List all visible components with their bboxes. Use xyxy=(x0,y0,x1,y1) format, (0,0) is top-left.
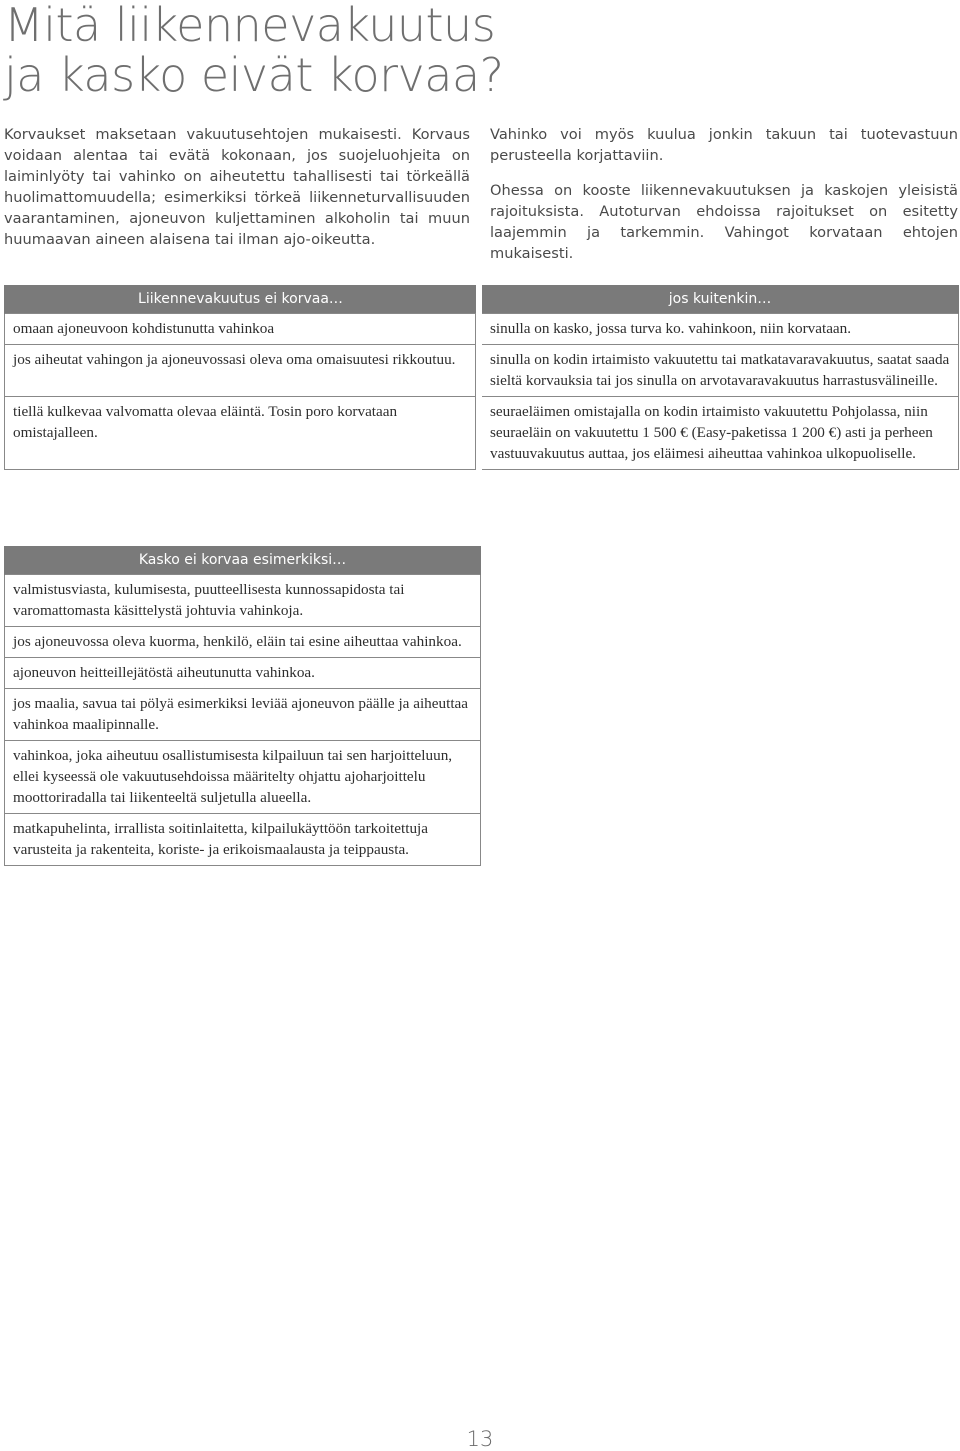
liikenne-row-1-left: omaan ajoneuvoon kohdistunutta vahinkoa xyxy=(5,314,480,345)
intro-right-column xyxy=(490,124,958,278)
intro-paragraph-warranty: Vahinko voi myös kuulua jonkin takuun tai tuotevastuun perusteella korjattaviin. xyxy=(490,126,958,164)
kasko-row: jos maalia, savua tai pölyä esimerkiksi leviää ajoneuvon päälle ja aiheuttaa vahinkoa maalipinnalle. xyxy=(5,689,481,741)
liikenne-row-3-left: tiellä kulkevaa valvomatta olevaa eläintä. Tosin poro korvataan omistajalleen. xyxy=(5,397,480,470)
kasko-row: vahinkoa, joka aiheutuu osallistumisesta kilpailuun tai sen harjoitteluun, ellei kyseessä ole vakuutusehdoissa määritelty ohjattu ajoharjoittelu moottoriradalla tai liikenteeltä suljetulla alueella. xyxy=(5,741,481,814)
kasko-header: Kasko ei korvaa esimerkiksi… xyxy=(5,546,481,575)
kasko-row: valmistusviasta, kulumisesta, puutteellisesta kunnossapidosta tai varomattomasta käsittelystä johtuvia vahinkoja. xyxy=(5,575,481,627)
kasko-row: matkapuhelinta, irrallista soitinlaitetta, kilpailukäyttöön tarkoitettuja varusteita ja rakenteita, koriste- ja erikoismaalausta ja teippausta. xyxy=(5,814,481,866)
kasko-table xyxy=(4,546,481,866)
liikenne-row-2-right: sinulla on kodin irtaimisto vakuutettu tai matkatavaravakuutus, saatat saada sieltä korvauksia tai jos sinulla on arvotavaravakuutus harrastusvälineille. xyxy=(479,345,959,397)
page-title-line-2: ja kasko eivät korvaa? xyxy=(4,48,504,102)
page-title xyxy=(4,0,904,100)
liikenne-row-3-right: seuraeläimen omistajalla on kodin irtaimisto vakuutettu Pohjolassa, niin seuraeläin on vakuutettu 1 500 € (Easy-paketissa 1 200 €) asti ja perheen vastuuvakuutus auttaa, jos eläimesi aiheuttaa vahinkoa ulkopuoliselle. xyxy=(479,397,959,470)
kasko-row: jos ajoneuvossa oleva kuorma, henkilö, eläin tai esine aiheuttaa vahinkoa. xyxy=(5,627,481,658)
intro-paragraph-left: Korvaukset maksetaan vakuutusehtojen mukaisesti. Korvaus voidaan alentaa tai evätä kokonaan, jos suojeluohjeita on laiminlyöty tai vahinko on aiheutettu tahallisesti tai törkeällä huolimattomuudella; esimerkiksi törkeä liikenneturvallisuuden vaarantaminen, ajoneuvon kuljettaminen alkoholin tai muun huumaavan aineen alaisena tai ilman ajo-oikeutta. xyxy=(4,126,470,248)
liikennevakuutus-table xyxy=(4,285,959,470)
page-title-line-1: Mitä liikennevakuutus xyxy=(4,0,496,52)
liikenne-row-1-right: sinulla on kasko, jossa turva ko. vahinkoon, niin korvataan. xyxy=(479,314,959,345)
liikennevakuutus-header: Liikennevakuutus ei korvaa… xyxy=(5,285,480,314)
liikenne-row-2-left: jos aiheutat vahingon ja ajoneuvossasi oleva oma omaisuutesi rikkoutuu. xyxy=(5,345,480,397)
kasko-row: ajoneuvon heitteillejätöstä aiheutunutta vahinkoa. xyxy=(5,658,481,689)
page-number: 13 xyxy=(466,1427,494,1451)
intro-paragraph-summary: Ohessa on kooste liikennevakuutuksen ja kaskojen yleisistä rajoituksista. Autoturvan ehdoissa rajoitukset on esitetty laajemmin ja tarkemmin. Vahingot korvataan ehtojen mukaisesti. xyxy=(490,182,958,262)
jos-kuitenkin-header: jos kuitenkin… xyxy=(479,285,959,314)
